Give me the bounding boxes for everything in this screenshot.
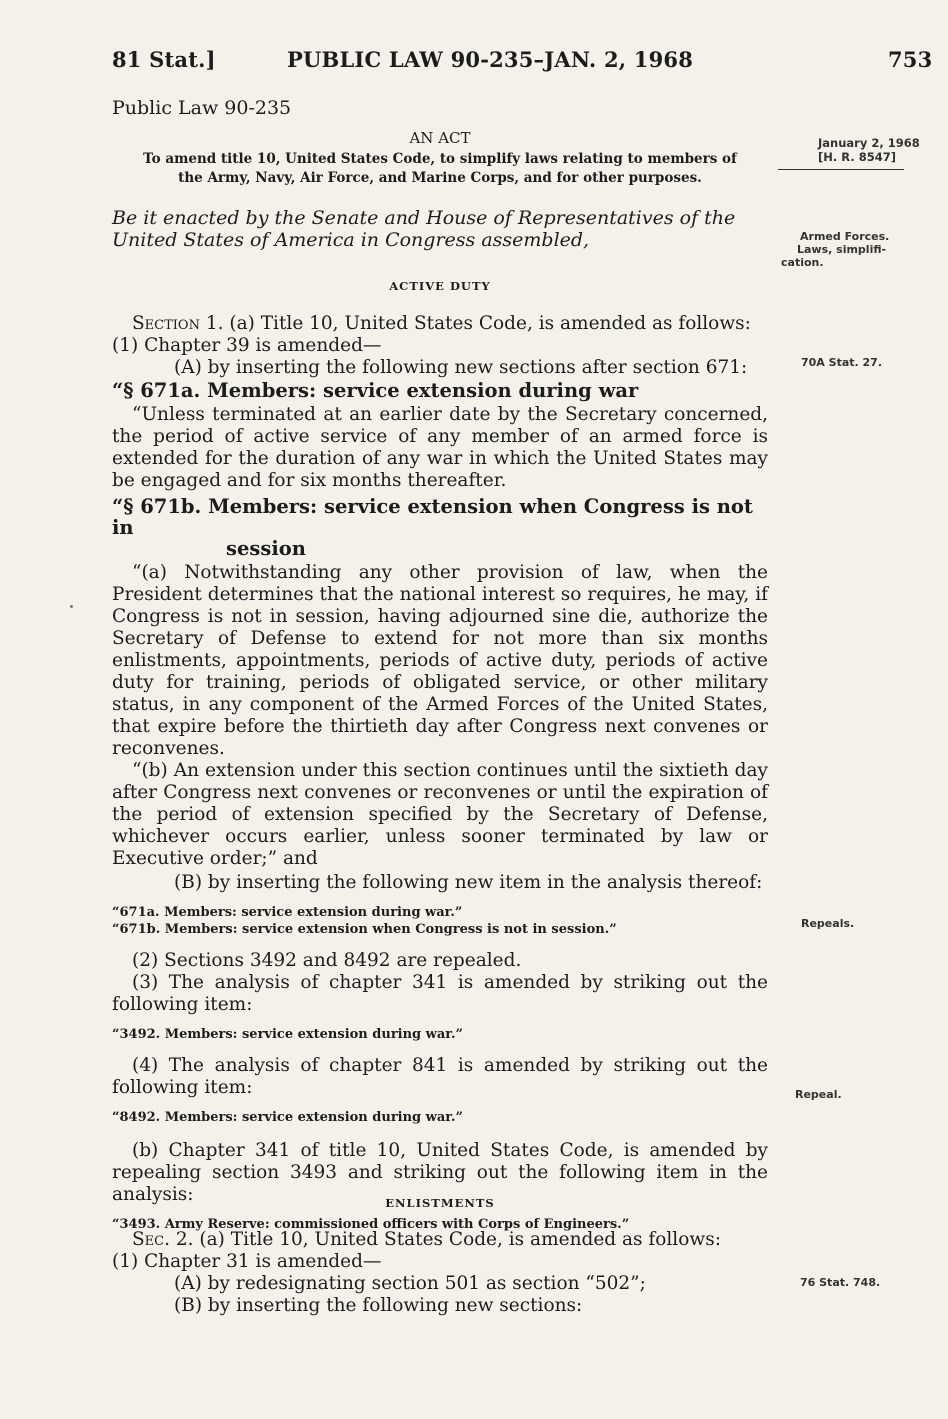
enacting-line-2: United States of America in Congress assembled, — [112, 229, 590, 251]
item-3492: “3492. Members: service extension during war.” — [112, 1027, 463, 1042]
stray-mark — [70, 605, 73, 608]
sec2-label: Sec. — [132, 1229, 170, 1250]
sec2-1: (1) Chapter 31 is amended— — [112, 1251, 382, 1272]
sec1-b: (b) Chapter 341 of title 10, United States Code, is amended by repealing section 3493 and striking out the following item in the analysis: — [112, 1140, 768, 1205]
sec1-a-1: (1) Chapter 39 is amended— — [112, 335, 382, 356]
sec671b-heading-line-1: “§ 671b. Members: service extension when Congress is not in — [112, 495, 753, 539]
margin-armed-forces-2: Laws, simplifi- — [797, 243, 887, 256]
sec671b-b: “(b) An extension under this section continues until the sixtieth day after Congress next convenes or reconvenes or until the expiration of the period of extension specified by the Secretary of Defense, whichever occurs earlier, unless sooner terminated by law or Executive order;” and — [112, 760, 768, 869]
enlistments-heading: ENLISTMENTS — [385, 1196, 495, 1210]
sec671a-body: “Unless terminated at an earlier date by the Secretary concerned, the period of active service of any member of an armed force is extended for the duration of any war in which the United States may be engaged and for six months thereafter. — [112, 404, 768, 491]
margin-rule — [778, 169, 904, 170]
enacting-line-1: Be it enacted by the Senate and House of Representatives of the — [112, 207, 736, 229]
enacting-clause — [112, 207, 768, 251]
margin-armed-forces-1: Armed Forces. — [800, 230, 890, 243]
margin-bill: [H. R. 8547] — [818, 150, 896, 164]
sec1-a — [112, 313, 768, 335]
act-purpose — [112, 150, 768, 188]
margin-repeals: Repeals. — [801, 917, 855, 930]
active-duty-heading: ACTIVE DUTY — [389, 279, 491, 293]
sec671a-heading: “§ 671a. Members: service extension during war — [112, 379, 639, 402]
margin-70a-stat: 70A Stat. 27. — [801, 356, 883, 369]
sec1-a-text: 1. (a) Title 10, United States Code, is amended as follows: — [199, 313, 751, 334]
sec2-a-text: 2. (a) Title 10, United States Code, is amended as follows: — [170, 1229, 721, 1250]
margin-armed-forces-3: cation. — [781, 256, 824, 269]
main-body — [112, 313, 768, 1233]
sec2-block — [112, 1229, 768, 1317]
header-public-law: PUBLIC LAW 90-235–JAN. 2, 1968 — [287, 47, 694, 72]
header-page-number: 753 — [888, 47, 933, 72]
sec671b-heading-line-2: session — [226, 537, 306, 560]
act-heading: AN ACT — [409, 129, 471, 147]
analysis-671a: “671a. Members: service extension during war.” — [112, 905, 463, 920]
sec671b-a: “(a) Notwithstanding any other provision of law, when the President determines that the national interest so requires, he may, if Congress is not in session, having adjourned sine die, authorize the Secretary of Defense to extend for not more than six months enlistments, appointments, periods of active duty, periods of active duty for training, periods of obligated service, or other military status, in any component of the Armed Forces of the United States, that expire before the thirtieth day after Congress next convenes or reconvenes. — [112, 562, 768, 759]
header-stat-ref: 81 Stat.] — [112, 47, 216, 72]
section-label: Section — [132, 313, 200, 334]
margin-76-stat: 76 Stat. 748. — [800, 1276, 881, 1289]
sec1-a-2: (2) Sections 3492 and 8492 are repealed. — [132, 950, 522, 971]
margin-armed-forces — [781, 230, 890, 269]
act-purpose-line-1: To amend title 10, United States Code, to simplify laws relating to members of — [143, 151, 737, 167]
margin-date: January 2, 1968 — [818, 136, 920, 150]
bleed-through-text — [590, 92, 920, 114]
sec2-1B: (B) by inserting the following new sections: — [174, 1295, 583, 1316]
law-title: Public Law 90-235 — [112, 97, 292, 119]
sec1-a-4: (4) The analysis of chapter 841 is amended by striking out the following item: — [112, 1055, 768, 1098]
sec1-a-1B: (B) by inserting the following new item in the analysis thereof: — [174, 872, 763, 893]
act-purpose-line-2: the Army, Navy, Air Force, and Marine Corps, and for other purposes. — [178, 170, 702, 186]
sec2-1A: (A) by redesignating section 501 as section “502”; — [174, 1273, 646, 1294]
analysis-671b: “671b. Members: service extension when Congress is not in session.” — [112, 922, 617, 937]
sec1-a-1A: (A) by inserting the following new sections after section 671: — [174, 357, 748, 378]
margin-repeal: Repeal. — [795, 1088, 842, 1101]
item-3493: “3493. Army Reserve: commissioned officers with Corps of Engineers.” — [112, 1217, 630, 1232]
sec671b-heading — [112, 496, 768, 559]
sec2-a — [112, 1229, 768, 1251]
item-8492: “8492. Members: service extension during war.” — [112, 1110, 463, 1125]
sec1-a-3: (3) The analysis of chapter 341 is amended by striking out the following item: — [112, 972, 768, 1015]
